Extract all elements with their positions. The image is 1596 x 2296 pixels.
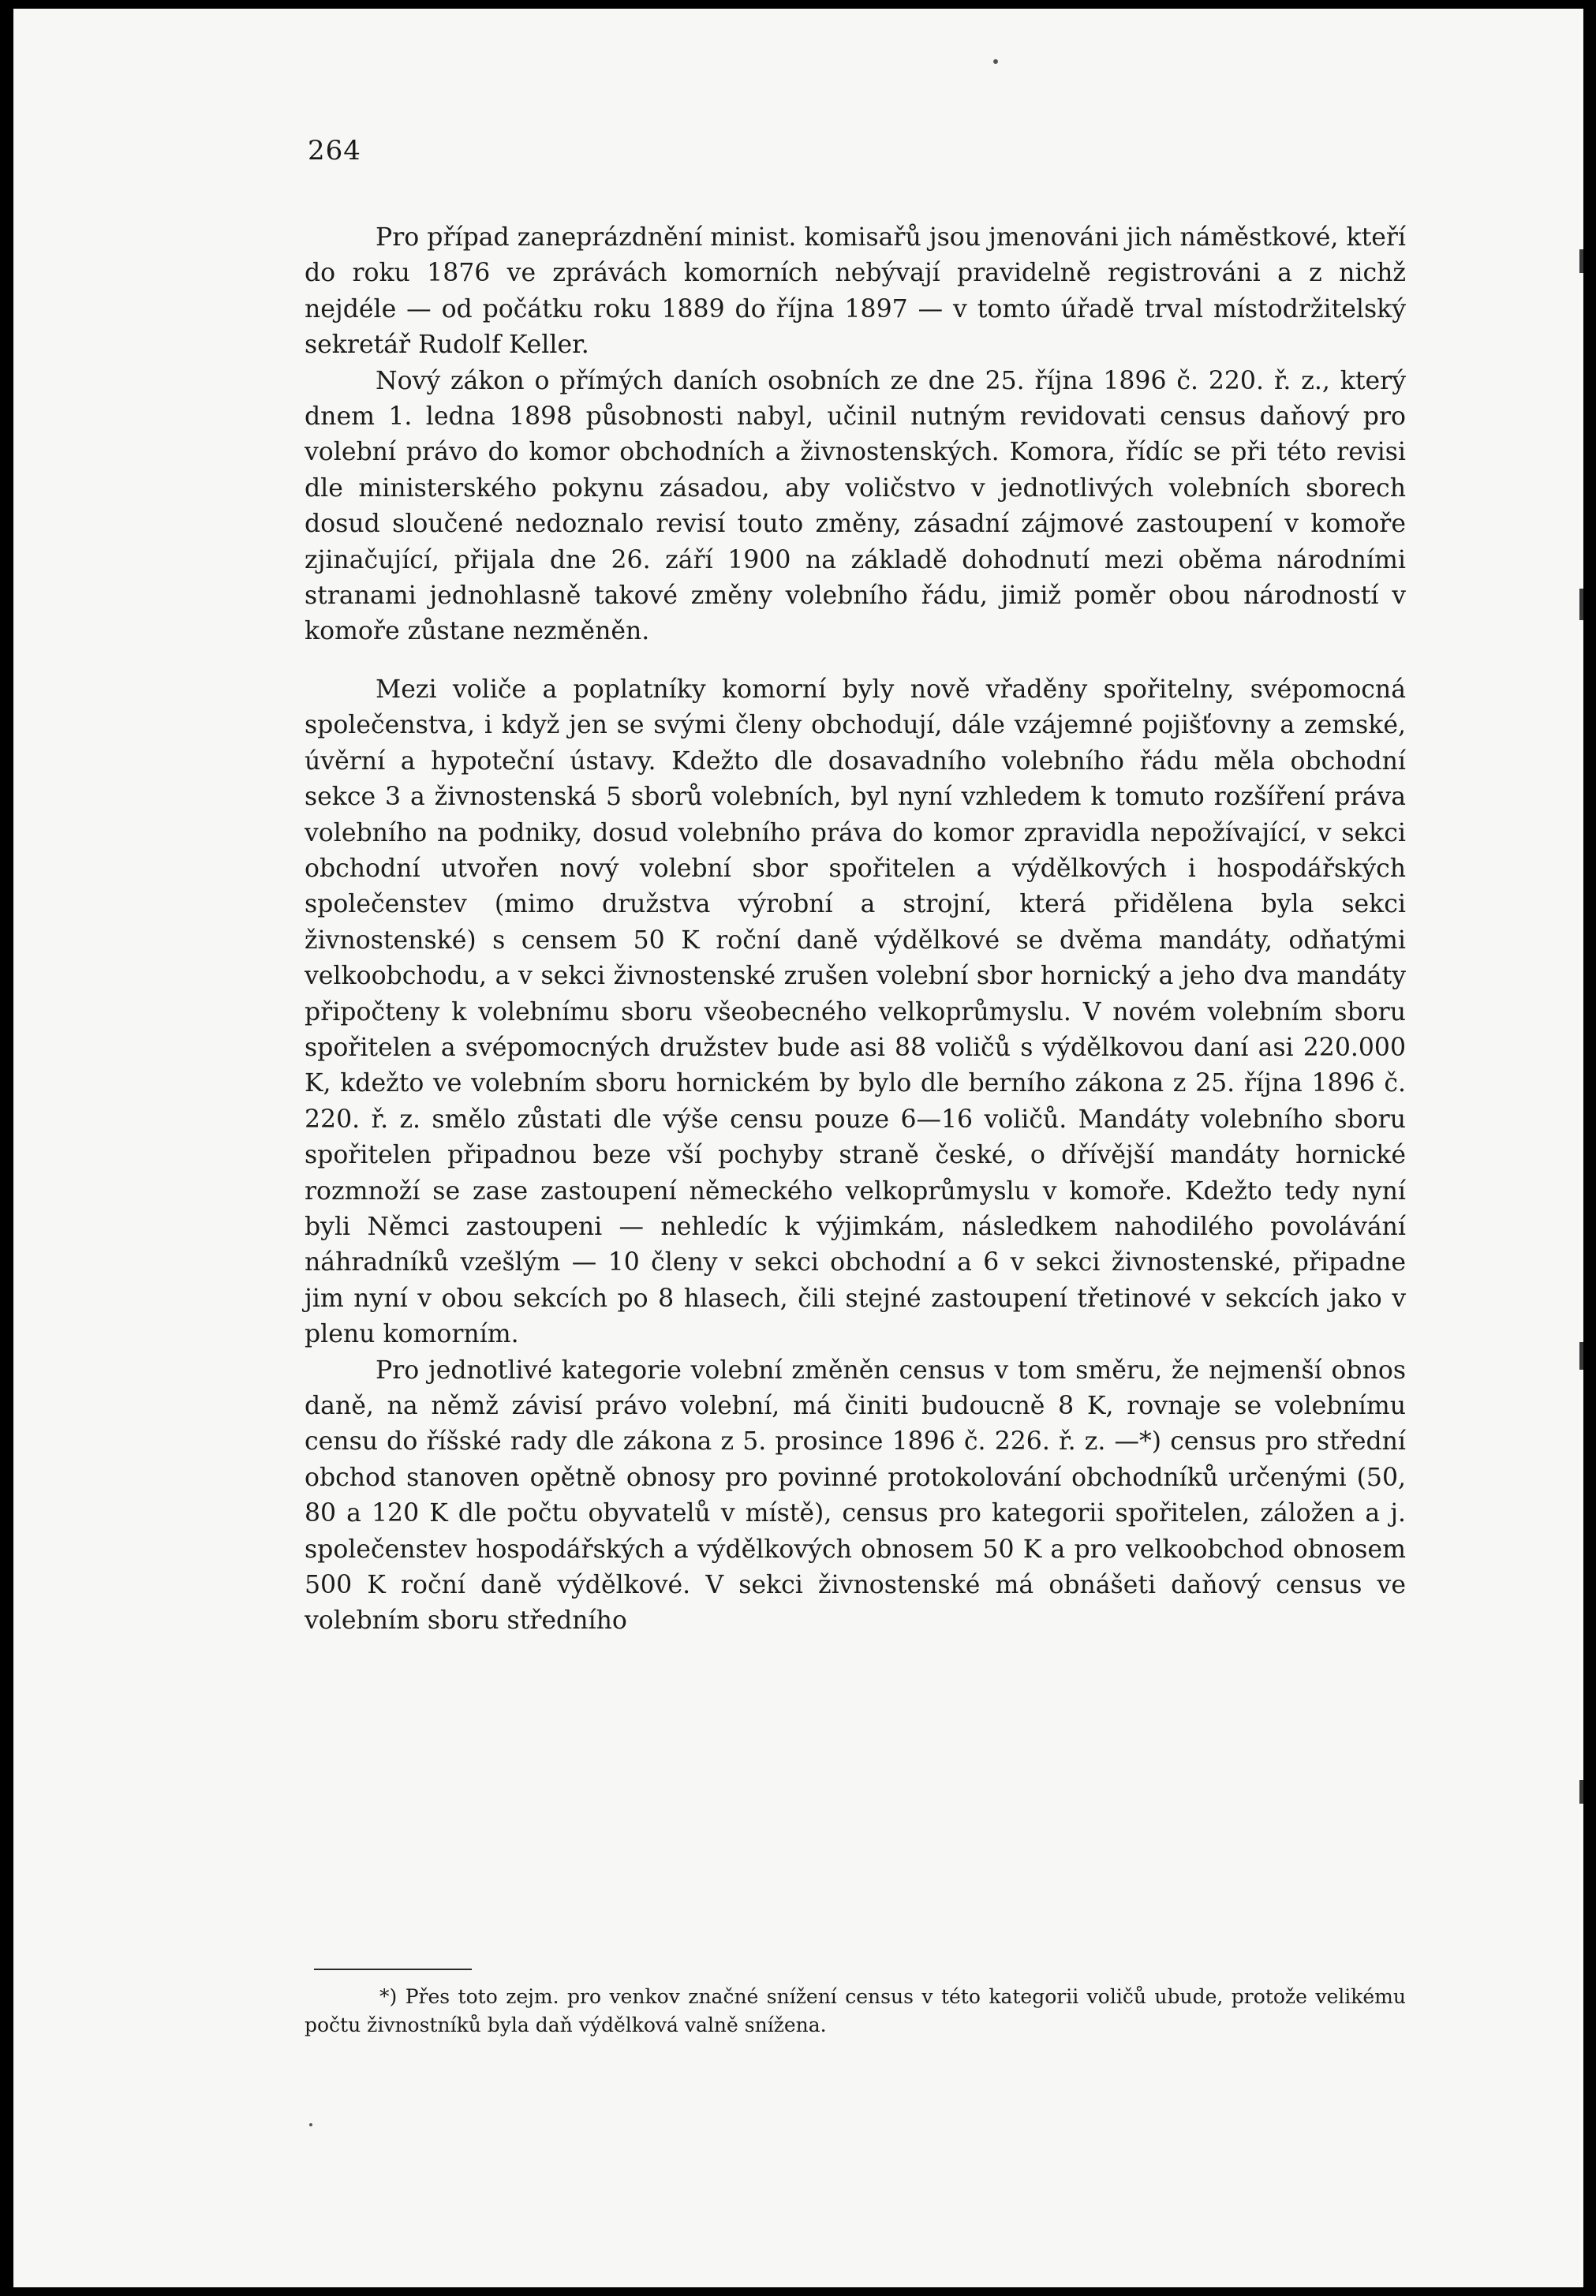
document-page	[13, 9, 1583, 2287]
scan-edge-mark	[1579, 1780, 1583, 1804]
footnote	[305, 1983, 1406, 2040]
scan-speck	[309, 2123, 312, 2126]
paragraph-4: Pro jednotlivé kategorie volební změněn census v tom směru, že nejmenší obnos daně, na němž závisí právo volební, má činiti budoucně 8 K, rovnaje se volebnímu censu do říšské rady dle zákona z 5. prosince 1896 č. 226. ř. z. —*) census pro střední obchod stanoven opětně obnosy pro povinné protokolování obchodníků určenými (50, 80 a 120 K dle počtu obyvatelů v místě), census pro kategorii spořitelen, záložen a j. společenstev hospodářských a výdělkových obnosem 50 K a pro velkoobchod obnosem 500 K roční daně výdělkové. V sekci živnostenské má obnášeti daňový census ve volebním sboru středního	[305, 1356, 1406, 1636]
footnote-text: *) Přes toto zejm. pro venkov značné snížení census v této kategorii voličů ubude, protože velikému počtu živnostníků byla daň výdělková valně snížena.	[305, 1985, 1406, 2036]
page-number: 264	[308, 135, 361, 166]
scan-edge-mark	[1579, 249, 1583, 273]
body-text	[305, 220, 1406, 1640]
footnote-divider	[314, 1969, 472, 1970]
paragraph-1: Pro případ zaneprázdnění minist. komisařů jsou jmenováni jich náměstkové, kteří do roku 1876 ve zprávách komorních nebývají pravidelně registrováni a z nichž nejdéle — od počátku roku 1889 do října 1897 — v tomto úřadě trval místodržitelský sekretář Rudolf Keller.	[305, 223, 1406, 360]
scan-edge-mark	[1579, 1342, 1583, 1370]
paragraph-3: Mezi voliče a poplatníky komorní byly nově vřaděny spořitelny, svépomocná společenstva, i když jen se svými členy obchodují, dále vzájemné pojišťovny a zemské, úvěrní a hypoteční ústavy. Kdežto dle dosavadního volebního řádu měla obchodní sekce 3 a živnostenská 5 sborů volebních, byl nyní vzhledem k tomuto rozšíření práva volebního na podniky, dosud volebního práva do komor zpravidla nepožívající, v sekci obchodní utvořen nový volební sbor spořitelen a výdělkových i hospodářských společenstev (mimo družstva výrobní a strojní, která přidělena byla sekci živnostenské) s censem 50 K roční daně výdělkové se dvěma mandáty, odňatými velkoobchodu, a v sekci živnostenské zrušen volební sbor hornický a jeho dva mandáty připočteny k volebnímu sboru všeobecného velkoprůmyslu. V novém volebním sboru spořitelen a svépomocných družstev bude asi 88 voličů s výdělkovou daní asi 220.000 K, kdežto ve volebním sboru hornickém by bylo dle berního zákona z 25. října 1896 č. 220. ř. z. smělo zůstati dle výše censu pouze 6—16 voličů. Mandáty volebního sboru spořitelen připadnou beze vší pochyby straně české, o dřívější mandáty hornické rozmnoží se zase zastoupení německého velkoprůmyslu v komoře. Kdežto tedy nyní byli Němci zastoupeni — nehledíc k výjimkám, následkem nahodilého povolávání náhradníků vzešlým — 10 členy v sekci obchodní a 6 v sekci živnostenské, připadne jim nyní v obou sekcích po 8 hlasech, čili stejné zastoupení třetinové v sekcích jako v plenu komorním.	[305, 675, 1406, 1349]
scan-speck	[993, 59, 998, 64]
paragraph-2: Nový zákon o přímých daních osobních ze dne 25. října 1896 č. 220. ř. z., který dnem 1. ledna 1898 působnosti nabyl, učinil nutným revidovati census daňový pro volební právo do komor obchodních a živnostenských. Komora, řídíc se při této revisi dle ministerského pokynu zásadou, aby voličstvo v jednotlivých volebních sborech dosud sloučené nedoznalo revisí touto změny, zásadní zájmové zastoupení v komoře zjinačující, přijala dne 26. září 1900 na základě dohodnutí mezi oběma národními stranami jednohlasně takové změny volebního řádu, jimiž poměr obou národností v komoře zůstane nezměněn.	[305, 366, 1406, 646]
scan-edge-mark	[1579, 589, 1583, 620]
